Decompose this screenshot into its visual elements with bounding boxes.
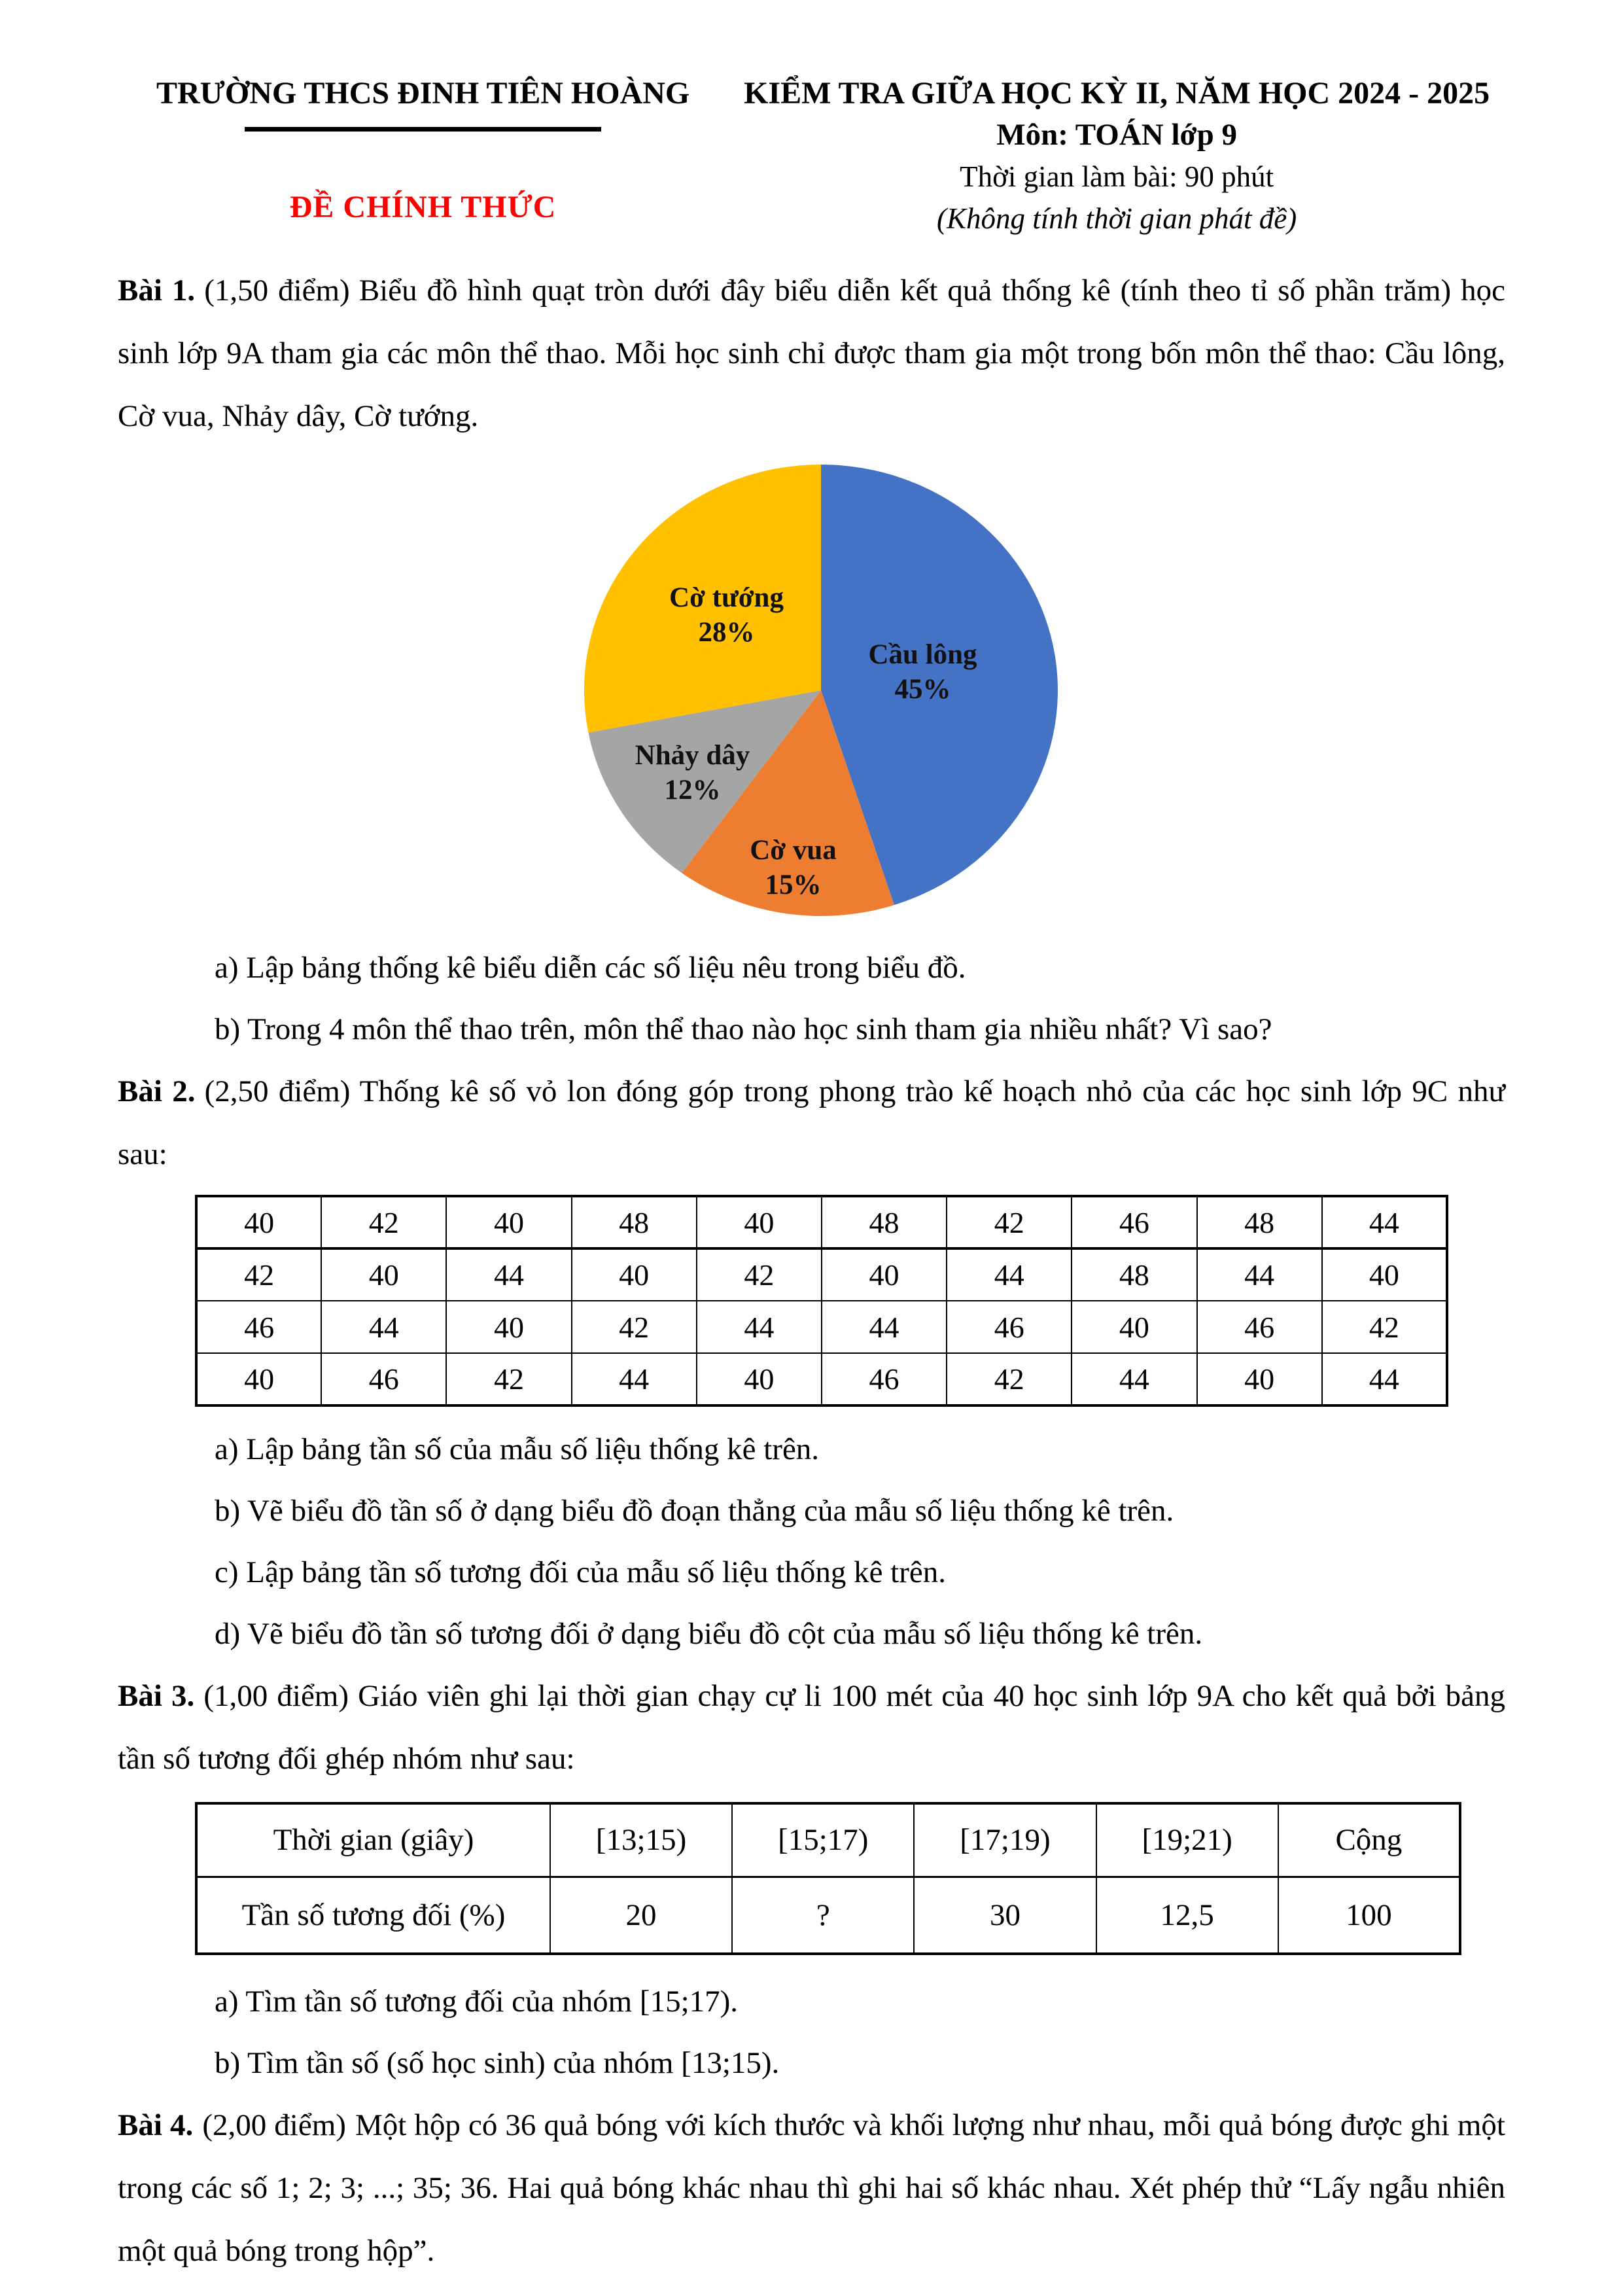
data-table-cell: 48 <box>822 1196 947 1248</box>
freq-table-cell: [19;21) <box>1096 1803 1278 1877</box>
freq-table-cell: [15;17) <box>732 1803 914 1877</box>
data-table-cell: 40 <box>196 1196 321 1248</box>
problem2-item-d: d) Vẽ biểu đồ tần số tương đối ở dạng biểu đồ cột của mẫu số liệu thống kê trên. <box>215 1617 1203 1651</box>
freq-table-cell: Thời gian (giây) <box>196 1803 550 1877</box>
data-table-cell: 40 <box>572 1248 697 1301</box>
freq-table-cell: 20 <box>550 1877 732 1954</box>
problem4-body-text: Một hộp có 36 quả bóng với kích thước và khối lượng như nhau, mỗi quả bóng được ghi một trong các số 1; 2; 3; ...; 35; 36. Hai quả bóng khác nhau thì ghi hai số khác nhau. Xét phép thử “Lấy ngẫu nhiên một quả bóng trong hộp”. <box>118 2108 1505 2268</box>
data-table-cell: 40 <box>822 1248 947 1301</box>
data-table-cell: 46 <box>822 1353 947 1405</box>
problem2-intro-text: Thống kê số vỏ lon đóng góp trong phong trào kế hoạch nhỏ của các học sinh lớp 9C như sau: <box>118 1074 1505 1171</box>
problem4-label: Bài 4. <box>118 2108 194 2142</box>
data-table-cell: 40 <box>697 1353 822 1405</box>
pie-label-nhay-day-value: 12% <box>664 775 721 805</box>
data-table-cell: 42 <box>321 1196 446 1248</box>
problem1-points: (1,50 điểm) <box>204 274 350 308</box>
freq-table-cell: 30 <box>914 1877 1096 1954</box>
data-table-cell: 42 <box>572 1301 697 1353</box>
pie-label-co-vua-value: 15% <box>765 870 822 900</box>
data-table-cell: 46 <box>1197 1301 1322 1353</box>
data-table-cell: 46 <box>947 1301 1072 1353</box>
data-table-cell: 40 <box>1072 1301 1196 1353</box>
problem2-item-b: b) Vẽ biểu đồ tần số ở dạng biểu đồ đoạn thẳng của mẫu số liệu thống kê trên. <box>215 1494 1174 1528</box>
problem2-intro <box>118 1060 1505 1186</box>
problem3-label: Bài 3. <box>118 1679 195 1713</box>
freq-table-header-row <box>196 1803 1460 1877</box>
data-table-cell: 48 <box>1072 1248 1196 1301</box>
problem1-item-a: a) Lập bảng thống kê biểu diễn các số liệu nêu trong biểu đồ. <box>215 951 966 985</box>
data-table-cell: 46 <box>321 1353 446 1405</box>
freq-table-body <box>196 1803 1460 1954</box>
problem3-item-b: b) Tìm tần số (số học sinh) của nhóm [13;15). <box>215 2046 780 2080</box>
exam-duration-note: (Không tính thời gian phát đề) <box>936 202 1297 235</box>
data-table-cell: 44 <box>1197 1248 1322 1301</box>
pie-label-co-vua-name: Cờ vua <box>750 835 837 866</box>
problem1-label: Bài 1. <box>118 274 196 308</box>
data-table-cell: 40 <box>446 1301 571 1353</box>
problem1-item-b: b) Trong 4 môn thể thao trên, môn thể thao nào học sinh tham gia nhiều nhất? Vì sao? <box>215 1012 1272 1046</box>
problem2-label: Bài 2. <box>118 1074 196 1108</box>
problem3-freq-table <box>195 1802 1461 1955</box>
freq-table-cell: 100 <box>1278 1877 1460 1954</box>
data-table-cell: 44 <box>1072 1353 1196 1405</box>
data-table-cell: 44 <box>321 1301 446 1353</box>
header-right-block <box>728 73 1505 239</box>
data-table-cell: 44 <box>697 1301 822 1353</box>
freq-table-cell: 12,5 <box>1096 1877 1278 1954</box>
header-left-block <box>118 73 728 239</box>
data-table-cell: 40 <box>196 1353 321 1405</box>
freq-table-cell: [17;19) <box>914 1803 1096 1877</box>
data-table-cell: 48 <box>1197 1196 1322 1248</box>
problem2-points: (2,50 điểm) <box>204 1074 351 1108</box>
data-table-cell: 48 <box>572 1196 697 1248</box>
problem3-intro <box>118 1665 1505 1790</box>
pie-label-cau-long-value: 45% <box>894 674 951 705</box>
data-table-cell: 42 <box>446 1353 571 1405</box>
data-table-cell: 40 <box>1322 1248 1447 1301</box>
pie-label-co-tuong-value: 28% <box>698 617 755 648</box>
pie-label-nhay-day-name: Nhảy dây <box>635 740 750 771</box>
freq-table-cell: [13;15) <box>550 1803 732 1877</box>
pie-label-nhay-day <box>635 738 750 807</box>
freq-table-cell: Tần số tương đối (%) <box>196 1877 550 1954</box>
data-table-cell: 44 <box>1322 1353 1447 1405</box>
pie-label-co-tuong-name: Cờ tướng <box>669 582 784 613</box>
data-table-body <box>196 1196 1447 1405</box>
data-table-cell: 44 <box>446 1248 571 1301</box>
data-table-cell: 42 <box>196 1248 321 1301</box>
exam-subject: Môn: TOÁN lớp 9 <box>996 118 1237 152</box>
data-table-row <box>196 1248 1447 1301</box>
exam-title: KIỂM TRA GIỮA HỌC KỲ II, NĂM HỌC 2024 - 2025 <box>744 76 1490 111</box>
problem2-item-a: a) Lập bảng tần số của mẫu số liệu thống kê trên. <box>215 1432 820 1466</box>
data-table-cell: 42 <box>697 1248 822 1301</box>
exam-type-label: ĐỀ CHÍNH THỨC <box>289 190 557 224</box>
data-table-cell: 40 <box>697 1196 822 1248</box>
freq-table-cell: ? <box>732 1877 914 1954</box>
problem3-points: (1,00 điểm) <box>203 1679 349 1713</box>
exam-duration: Thời gian làm bài: 90 phút <box>960 160 1274 193</box>
problem4-points: (2,00 điểm) <box>202 2108 346 2142</box>
data-table-row <box>196 1196 1447 1248</box>
pie-label-cau-long <box>868 637 977 707</box>
data-table-row <box>196 1301 1447 1353</box>
school-name: TRƯỜNG THCS ĐINH TIÊN HOÀNG <box>156 76 690 111</box>
problem1-intro-text: Biểu đồ hình quạt tròn dưới đây biểu diễn kết quả thống kê (tính theo tỉ số phần trăm) học sinh lớp 9A tham gia các môn thể thao. Mỗi học sinh chỉ được tham gia một trong bốn môn thể thao: Cầu lông, Cờ vua, Nhảy dây, Cờ tướng. <box>118 274 1505 433</box>
data-table-cell: 40 <box>446 1196 571 1248</box>
data-table-cell: 42 <box>1322 1301 1447 1353</box>
data-table-cell: 42 <box>947 1353 1072 1405</box>
freq-table-data-row <box>196 1877 1460 1954</box>
data-table-cell: 42 <box>947 1196 1072 1248</box>
problem4-text <box>118 2094 1505 2282</box>
data-table-cell: 44 <box>822 1301 947 1353</box>
problem3-intro-text: Giáo viên ghi lại thời gian chạy cự li 100 mét của 40 học sinh lớp 9A cho kết quả bởi bảng tần số tương đối ghép nhóm như sau: <box>118 1679 1505 1776</box>
data-table-cell: 46 <box>196 1301 321 1353</box>
data-table-cell: 44 <box>572 1353 697 1405</box>
exam-header <box>118 73 1505 239</box>
pie-label-co-vua <box>750 833 837 902</box>
pie-chart <box>560 451 1064 920</box>
pie-label-cau-long-name: Cầu lông <box>868 639 977 670</box>
data-table-cell: 40 <box>1197 1353 1322 1405</box>
data-table-cell: 44 <box>1322 1196 1447 1248</box>
school-underline-rule <box>245 127 601 132</box>
problem2-data-table <box>195 1195 1448 1407</box>
data-table-cell: 46 <box>1072 1196 1196 1248</box>
problem1-intro <box>118 259 1505 448</box>
data-table-cell: 40 <box>321 1248 446 1301</box>
problem2-item-c: c) Lập bảng tần số tương đối của mẫu số liệu thống kê trên. <box>215 1555 946 1589</box>
pie-label-co-tuong <box>669 580 784 650</box>
freq-table-cell: Cộng <box>1278 1803 1460 1877</box>
problem3-item-a: a) Tìm tần số tương đối của nhóm [15;17). <box>215 1985 739 2019</box>
data-table-cell: 44 <box>947 1248 1072 1301</box>
data-table-row <box>196 1353 1447 1405</box>
